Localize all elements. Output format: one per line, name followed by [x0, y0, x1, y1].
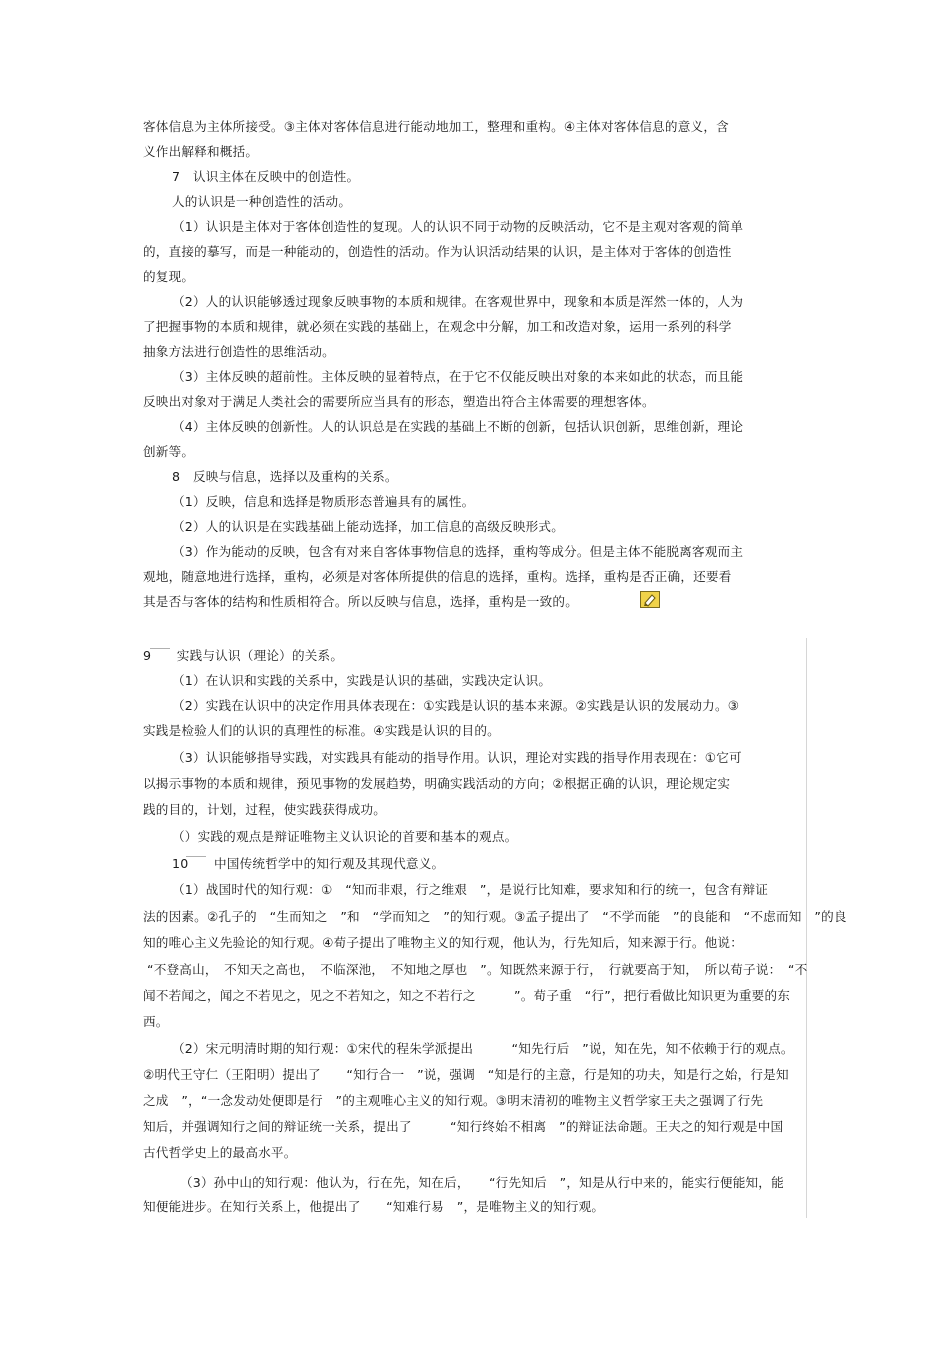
- text-line: 践的目的，计划，过程，使实践获得成功。: [143, 802, 387, 817]
- text-line: 反映出对象对于满足人类社会的需要所应当具有的形态，塑造出符合主体需要的理想客体。: [143, 394, 655, 409]
- text-line: 知便能进步。在知行关系上，他提出了 “知难行易 ”，是唯物主义的知行观。: [143, 1199, 605, 1214]
- text-line: （1）反映，信息和选择是物质形态普遍具有的属性。: [172, 494, 475, 509]
- section-heading: 10 中国传统哲学中的知行观及其现代意义。: [172, 856, 445, 871]
- text-line: （2）宋元明清时期的知行观：①宋代的程朱学派提出 “知先行后 ”说，知在先，知不依赖于行的观点。: [172, 1041, 794, 1056]
- text-line: （2）人的认识能够透过现象反映事物的本质和规律。在客观世界中，现象和本质是浑然一体的，人为: [172, 294, 744, 309]
- text-line: （2）实践在认识中的决定作用具体表现在：①实践是认识的基本来源。②实践是认识的发展动力。③: [172, 698, 740, 713]
- text-line: 其是否与客体的结构和性质相符合。所以反映与信息，选择，重构是一致的。: [143, 594, 578, 609]
- text-line: 之成 ”，“一念发动处便即是行 ”的主观唯心主义的知行观。③明末清初的唯物主义哲学家王夫之强调了行先: [143, 1093, 764, 1108]
- text-line: 的复现。: [143, 269, 195, 284]
- edit-icon[interactable]: [640, 591, 660, 608]
- text-line: 义作出解释和概括。: [143, 144, 259, 159]
- text-line: 的，直接的摹写，而是一种能动的，创造性的活动。作为认识活动结果的认识，是主体对于客体的创造性: [143, 244, 732, 259]
- text-line: （3）主体反映的超前性。主体反映的显着特点，在于它不仅能反映出对象的本来如此的状态，而且能: [172, 369, 744, 384]
- text-line: （3）孙中山的知行观：他认为，行在先，知在后， “行先知后 ”，知是从行中来的，能实行便能知，能: [180, 1175, 784, 1190]
- text-line: （1）认识是主体对于客体创造性的复现。人的认识不同于动物的反映活动，它不是主观对客观的简单: [172, 219, 744, 234]
- text-line: 闻不若闻之，闻之不若见之，见之不若知之，知之不若行之 ”。荀子重 “行”，把行看做比知识更为重要的东: [143, 988, 791, 1003]
- text-line: 创新等。: [143, 444, 195, 459]
- text-line: 人的认识是一种创造性的活动。: [172, 194, 352, 209]
- text-line: （1）战国时代的知行观：① “知而非艰，行之维艰 ”，是说行比知难，要求知和行的统一，包含有辩证: [172, 882, 769, 897]
- text-line: 法的因素。②孔子的 “生而知之 ”和 “学而知之 ”的知行观。③孟子提出了 “不学而能 ”的良能和 “不虑而知 ”的良: [143, 909, 847, 924]
- text-line: 知的唯心主义先验论的知行观。④荀子提出了唯物主义的知行观，他认为，行先知后，知来源于行。他说：: [143, 935, 744, 950]
- text-line: （）实践的观点是辩证唯物主义认识论的首要和基本的观点。: [172, 829, 518, 844]
- text-line: 观地，随意地进行选择，重构，必须是对客体所提供的信息的选择，重构。选择，重构是否正确，还要看: [143, 569, 732, 584]
- section-heading: 9 实践与认识（理论）的关系。: [143, 648, 344, 663]
- text-line: “不登高山， 不知天之高也， 不临深池， 不知地之厚也 ”。知既然来源于行， 行就要高于知， 所以荀子说： “不: [147, 962, 808, 977]
- text-line: 知后，并强调知行之间的辩证统一关系，提出了 “知行终始不相离 ”的辩证法命题。王夫之的知行观是中国: [143, 1119, 784, 1134]
- section-heading: 8 反映与信息，选择以及重构的关系。: [172, 469, 398, 484]
- text-line: 西。: [143, 1014, 169, 1029]
- text-line: （4）主体反映的创新性。人的认识总是在实践的基础上不断的创新，包括认识创新，思维创新，理论: [172, 419, 744, 434]
- text-line: （3）认识能够指导实践，对实践具有能动的指导作用。认识，理论对实践的指导作用表现在：①它可: [172, 750, 742, 765]
- page-margin-line: [806, 638, 807, 1218]
- text-line: ②明代王守仁（王阳明）提出了 “知行合一 ”说，强调 “知是行的主意，行是知的功夫，知是行之始，行是知: [143, 1067, 789, 1082]
- text-line: （2）人的认识是在实践基础上能动选择，加工信息的高级反映形式。: [172, 519, 565, 534]
- text-line: 客体信息为主体所接受。③主体对客体信息进行能动地加工，整理和重构。④主体对客体信息的意义，含: [143, 119, 729, 134]
- text-line: 了把握事物的本质和规律，就必须在实践的基础上，在观念中分解，加工和改造对象，运用一系列的科学: [143, 319, 732, 334]
- text-line: 抽象方法进行创造性的思维活动。: [143, 344, 335, 359]
- text-line: 实践是检验人们的认识的真理性的标准。④实践是认识的目的。: [143, 723, 500, 738]
- text-line: （3）作为能动的反映，包含有对来自客体事物信息的选择，重构等成分。但是主体不能脱离客观而主: [172, 544, 744, 559]
- text-line: 古代哲学史上的最高水平。: [143, 1145, 297, 1160]
- text-line: （1）在认识和实践的关系中，实践是认识的基础，实践决定认识。: [172, 673, 552, 688]
- text-line: 以揭示事物的本质和规律，预见事物的发展趋势，明确实践活动的方向；②根据正确的认识，理论规定实: [143, 776, 731, 791]
- section-heading: 7 认识主体在反映中的创造性。: [172, 169, 360, 184]
